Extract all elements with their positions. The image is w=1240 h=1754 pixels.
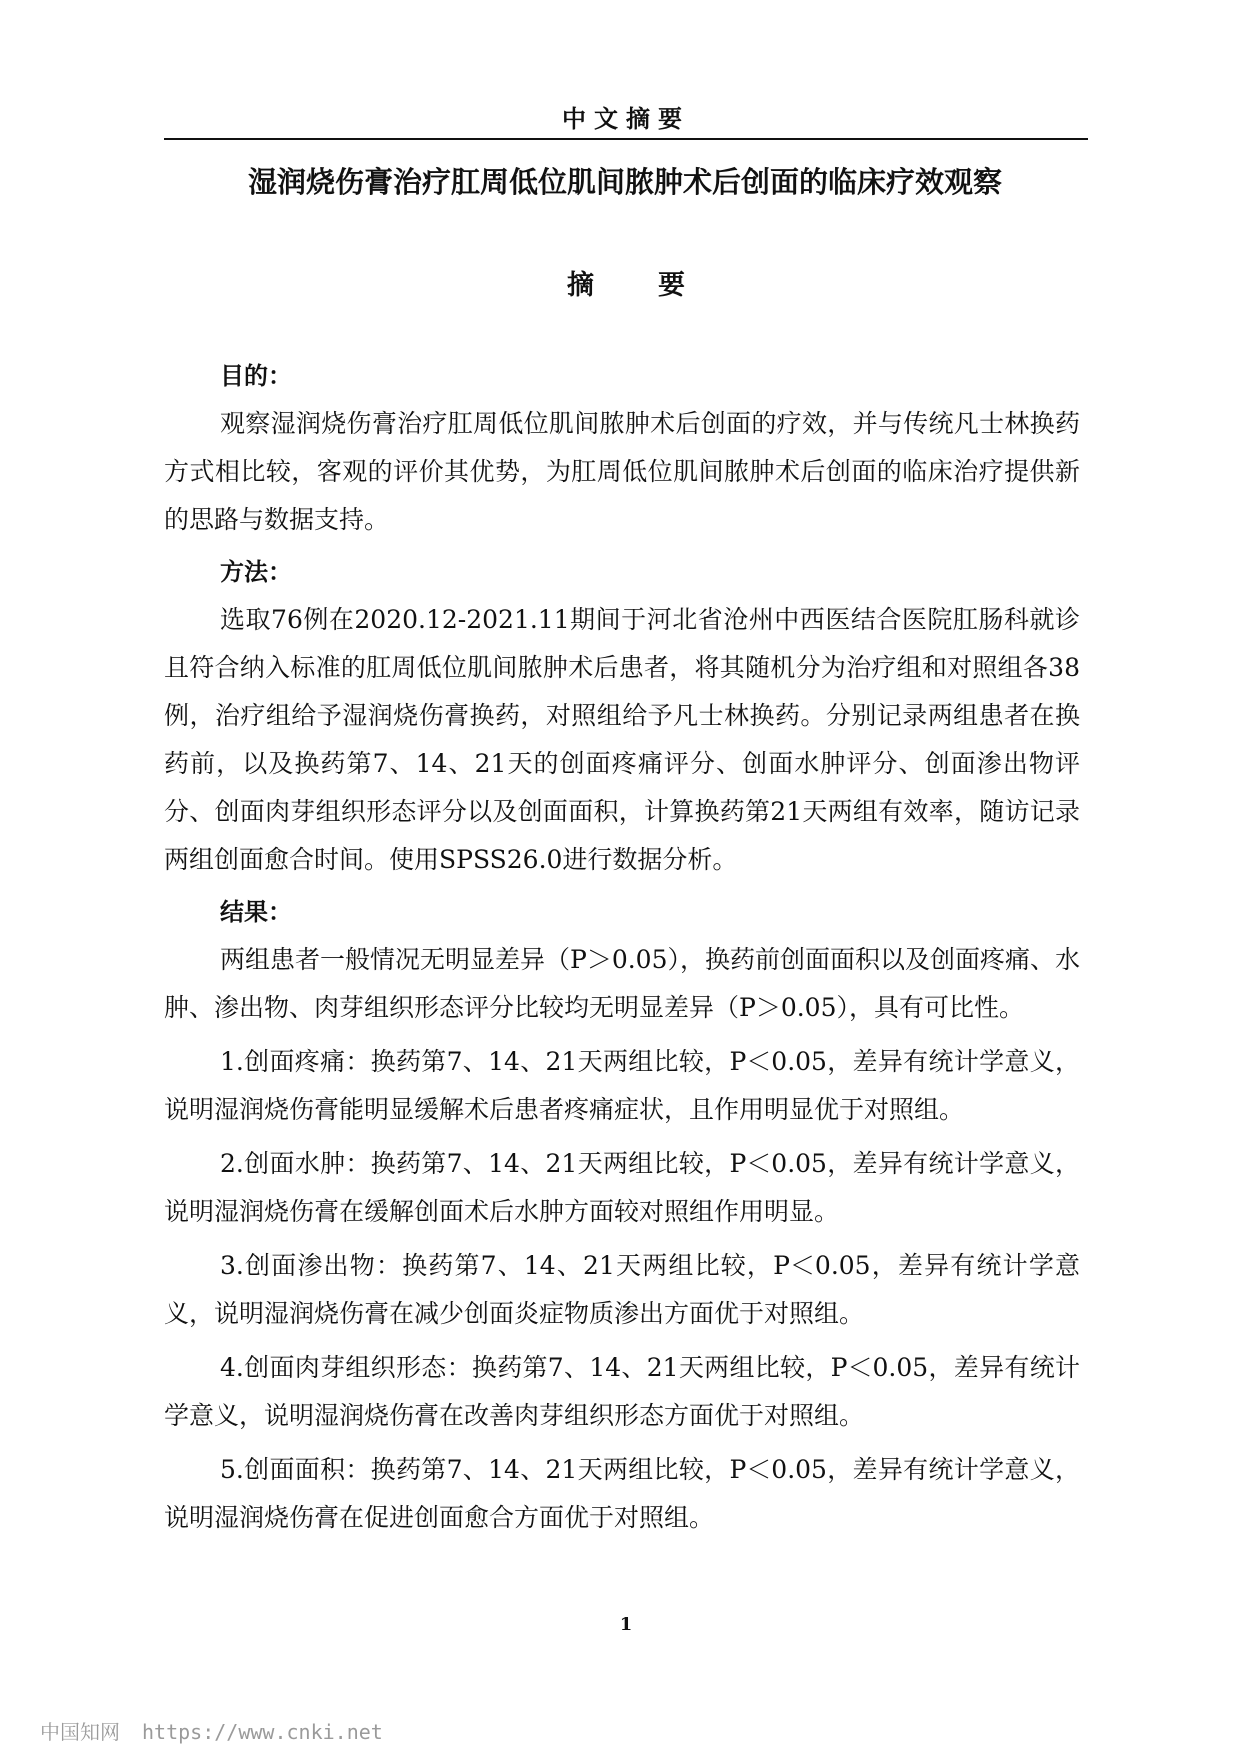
result-item-area: 5.创面面积：换药第7、14、21天两组比较，P＜0.05，差异有统计学意义，说明湿润烧伤膏在促进创面愈合方面优于对照组。 [164,1455,1080,1532]
result-item-edema: 2.创面水肿：换药第7、14、21天两组比较，P＜0.05，差异有统计学意义，说明湿润烧伤膏在缓解创面术后水肿方面较对照组作用明显。 [164,1149,1080,1226]
running-header: 中文摘要 [562,104,690,133]
result-item-granulation: 4.创面肉芽组织形态：换药第7、14、21天两组比较，P＜0.05，差异有统计学意义，说明湿润烧伤膏在改善肉芽组织形态方面优于对照组。 [164,1353,1080,1430]
methods-text: 选取76例在2020.12-2021.11期间于河北省沧州中西医结合医院肛肠科就诊且符合纳入标准的肛周低位肌间脓肿术后患者，将其随机分为治疗组和对照组各38例，治疗组给予湿润烧伤膏换药，对照组给予凡士林换药。分别记录两组患者在换药前，以及换药第7、14、21天的创面疼痛评分、创面水肿评分、创面渗出物评分、创面肉芽组织形态评分以及创面面积，计算换药第21天两组有效率，随访记录两组创面愈合时间。使用SPSS26.0进行数据分析。 [164,605,1080,874]
watermark-url: https://www.cnki.net [142,1720,383,1744]
cnki-watermark [40,1716,383,1745]
abstract-heading: 摘要 [567,270,749,301]
objective-text: 观察湿润烧伤膏治疗肛周低位肌间脓肿术后创面的疗效，并与传统凡士林换药方式相比较，客观的评价其优势，为肛周低位肌间脓肿术后创面的临床治疗提供新的思路与数据支持。 [164,409,1080,534]
methods-label: 方法： [220,558,292,586]
header-rule [164,138,1088,140]
objective-label: 目的： [220,362,292,390]
watermark-brand: 中国知网 [40,1720,120,1744]
paper-title: 湿润烧伤膏治疗肛周低位肌间脓肿术后创面的临床疗效观察 [247,165,1002,199]
result-item-pain: 1.创面疼痛：换药第7、14、21天两组比较，P＜0.05，差异有统计学意义，说明湿润烧伤膏能明显缓解术后患者疼痛症状，且作用明显优于对照组。 [164,1047,1080,1124]
result-item-exudate: 3.创面渗出物：换药第7、14、21天两组比较，P＜0.05，差异有统计学意义，说明湿润烧伤膏在减少创面炎症物质渗出方面优于对照组。 [164,1251,1080,1328]
abstract-body [164,352,1080,1542]
results-intro: 两组患者一般情况无明显差异（P＞0.05），换药前创面面积以及创面疼痛、水肿、渗出物、肉芽组织形态评分比较均无明显差异（P＞0.05），具有可比性。 [164,945,1080,1022]
results-label: 结果： [220,898,292,926]
page-number: 1 [619,1614,633,1635]
